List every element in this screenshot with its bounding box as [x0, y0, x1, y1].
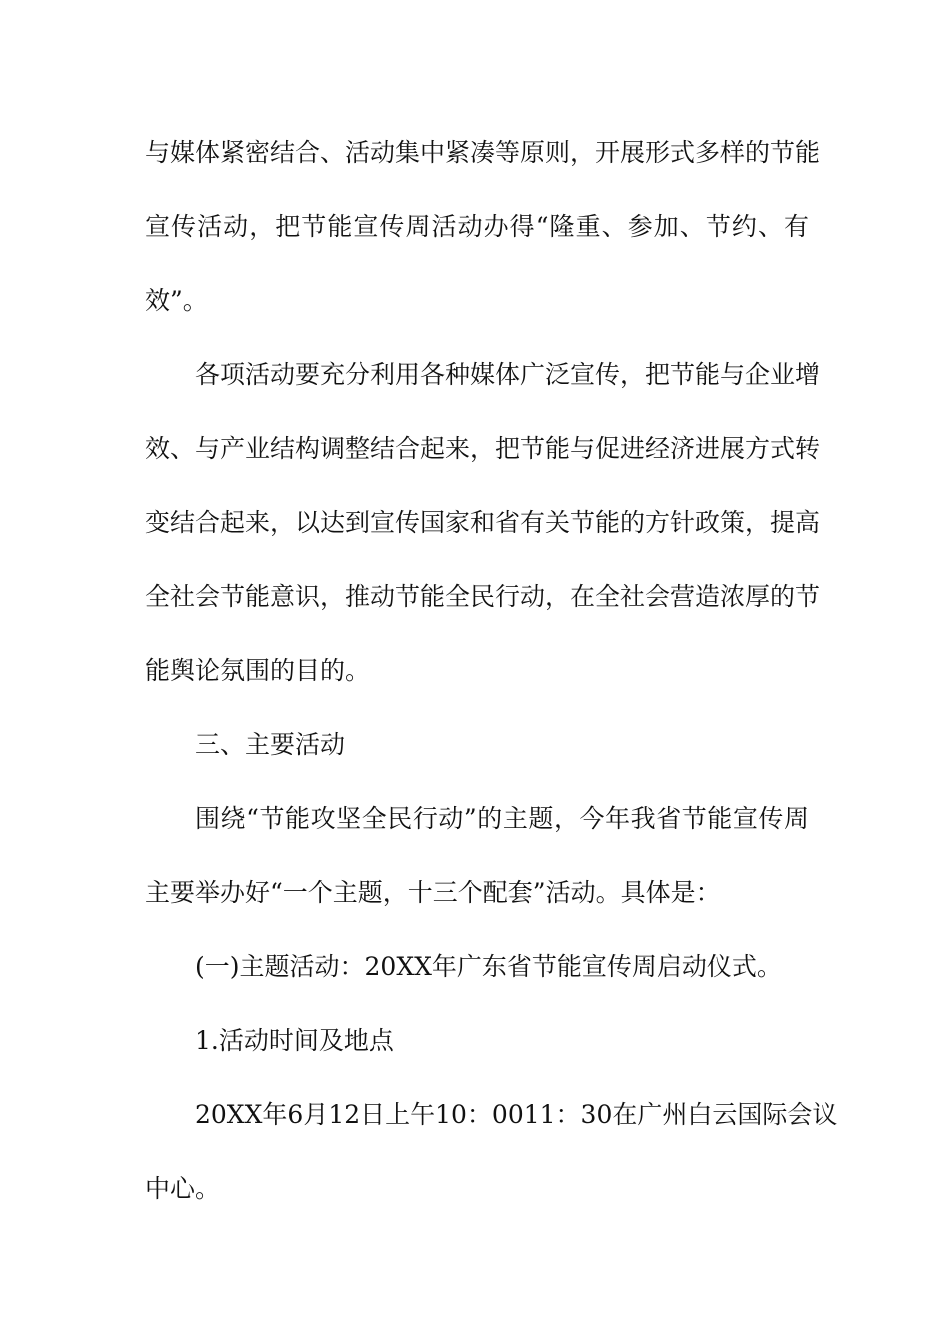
item-heading: 1.活动时间及地点	[195, 1026, 394, 1055]
section-heading: 三、主要活动	[195, 730, 346, 759]
body-line: 效”。	[145, 286, 208, 315]
body-line: 变结合起来，以达到宣传国家和省有关节能的方针政策，提高	[145, 508, 821, 537]
body-line: 宣传活动，把节能宣传周活动办得“隆重、参加、节约、有	[145, 212, 809, 241]
paragraph-start-line: 围绕“节能攻坚全民行动”的主题，今年我省节能宣传周	[195, 804, 809, 833]
body-line: 与媒体紧密结合、活动集中紧凑等原则，开展形式多样的节能	[145, 138, 821, 167]
body-line: 全社会节能意识，推动节能全民行动，在全社会营造浓厚的节	[145, 582, 821, 611]
document-body	[145, 128, 838, 1238]
body-line: 主要举办好“一个主题，十三个配套”活动。具体是：	[145, 878, 721, 907]
paragraph-start-line: 各项活动要充分利用各种媒体广泛宣传，把节能与企业增	[195, 360, 821, 389]
body-line: 中心。	[145, 1174, 221, 1203]
body-line: 能舆论氛围的目的。	[145, 656, 371, 685]
paragraph-start-line: 20XX年6月12日上午10：0011：30在广州白云国际会议	[195, 1100, 838, 1129]
body-line: 效、与产业结构调整结合起来，把节能与促进经济进展方式转	[145, 434, 821, 463]
subsection-heading: (一)主题活动：20XX年广东省节能宣传周启动仪式。	[195, 952, 782, 981]
